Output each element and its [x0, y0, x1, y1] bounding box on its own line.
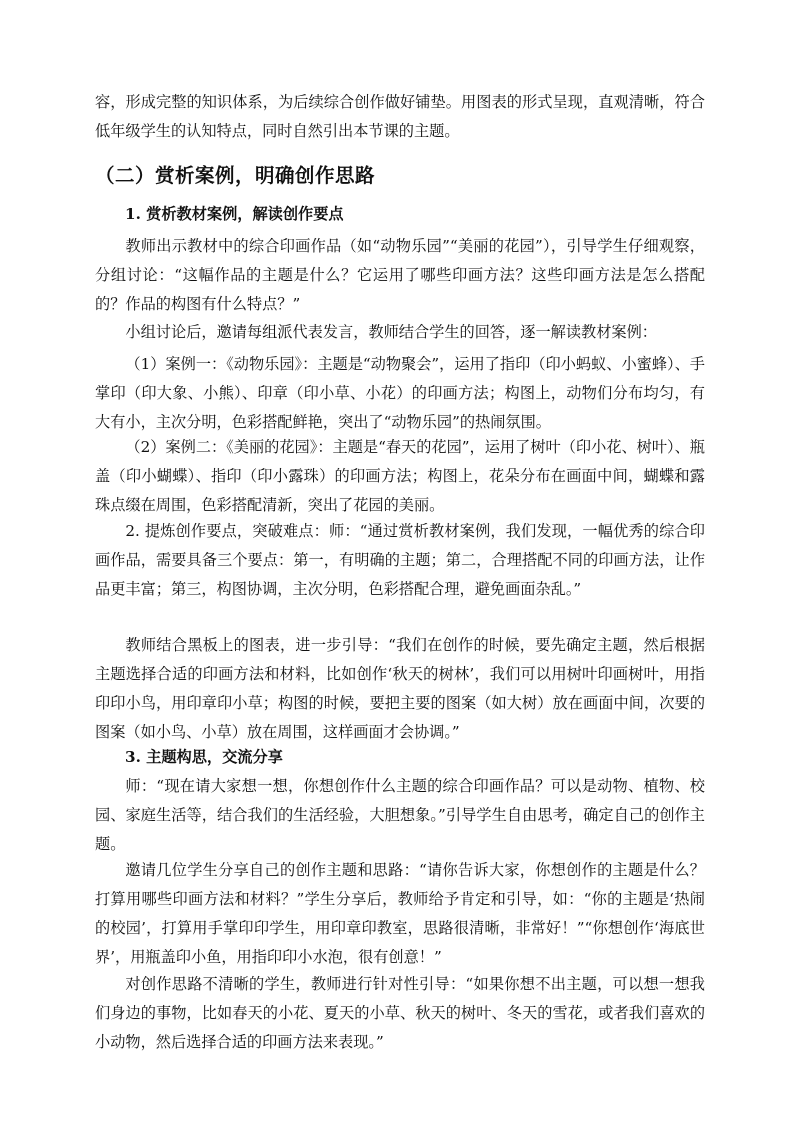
- paragraph-refine-points: 2. 提炼创作要点，突破难点：师：“通过赏析教材案例，我们发现，一幅优秀的综合印画作品，需要具备三个要点：第一，有明确的主题；第二，合理搭配不同的印画方法，让作品更丰富；第三，构图协调，主次分明，色彩搭配合理，避免画面杂乱。”: [95, 522, 705, 598]
- section-heading: （二）赏析案例，明确创作思路: [95, 164, 376, 187]
- subsection-heading-3: 3. 主题构思，交流分享: [125, 748, 283, 766]
- paragraph-case-1: （1）案例一：《动物乐园》：主题是“动物聚会”，运用了指印（印小蚂蚁、小蜜蜂）、手掌印（印大象、小熊）、印章（印小草、小花）的印画方法；构图上，动物们分布均匀，有大有小，主次分明，色彩搭配鲜艳，突出了“动物乐园”的热闹氛围。: [95, 355, 705, 431]
- paragraph-group-discussion: 小组讨论后，邀请每组派代表发言，教师结合学生的回答，逐一解读教材案例：: [125, 323, 657, 341]
- paragraph-guide: 对创作思路不清晰的学生，教师进行针对性引导：“如果你想不出主题，可以想一想我们身边的事物，比如春天的小花、夏天的小草、秋天的树叶、冬天的雪花，或者我们喜欢的小动物，然后选择合适的印画方法来表现。”: [95, 975, 705, 1051]
- paragraph-blackboard: 教师结合黑板上的图表，进一步引导：“我们在创作的时候，要先确定主题，然后根据主题选择合适的印画方法和材料，比如创作‘秋天的树林’，我们可以用树叶印画树叶，用指印印小鸟，用印章印小草；构图的时候，要把主要的图案（如大树）放在画面中间，次要的图案（如小鸟、小草）放在周围，这样画面才会协调。”: [95, 636, 705, 741]
- paragraph-case-2: （2）案例二：《美丽的花园》：主题是“春天的花园”，运用了树叶（印小花、树叶）、瓶盖（印小蝴蝶）、指印（印小露珠）的印画方法；构图上，花朵分布在画面中间，蝴蝶和露珠点缀在周围，色彩搭配清新，突出了花园的美丽。: [95, 438, 705, 514]
- paragraph-teacher-show: 教师出示教材中的综合印画作品（如“动物乐园”“美丽的花园”），引导学生仔细观察，分组讨论：“这幅作品的主题是什么？它运用了哪些印画方法？这些印画方法是怎么搭配的？作品的构图有什么特点？”: [95, 237, 705, 313]
- paragraph-think: 师：“现在请大家想一想，你想创作什么主题的综合印画作品？可以是动物、植物、校园、家庭生活等，结合我们的生活经验，大胆想象。”引导学生自由思考，确定自己的创作主题。: [95, 777, 705, 853]
- paragraph-share: 邀请几位学生分享自己的创作主题和思路：“请你告诉大家，你想创作的主题是什么？打算用哪些印画方法和材料？”学生分享后，教师给予肯定和引导，如：“你的主题是‘热闹的校园’，打算用手掌印印学生，用印章印教室，思路很清晰，非常好！”“你想创作‘海底世界’，用瓶盖印小鱼，用指印印小水泡，很有创意！”: [95, 861, 705, 966]
- paragraph-intro: 容，形成完整的知识体系，为后续综合创作做好铺垫。用图表的形式呈现，直观清晰，符合低年级学生的认知特点，同时自然引出本节课的主题。: [95, 93, 705, 140]
- subsection-heading-1: 1. 赏析教材案例，解读创作要点: [125, 205, 344, 223]
